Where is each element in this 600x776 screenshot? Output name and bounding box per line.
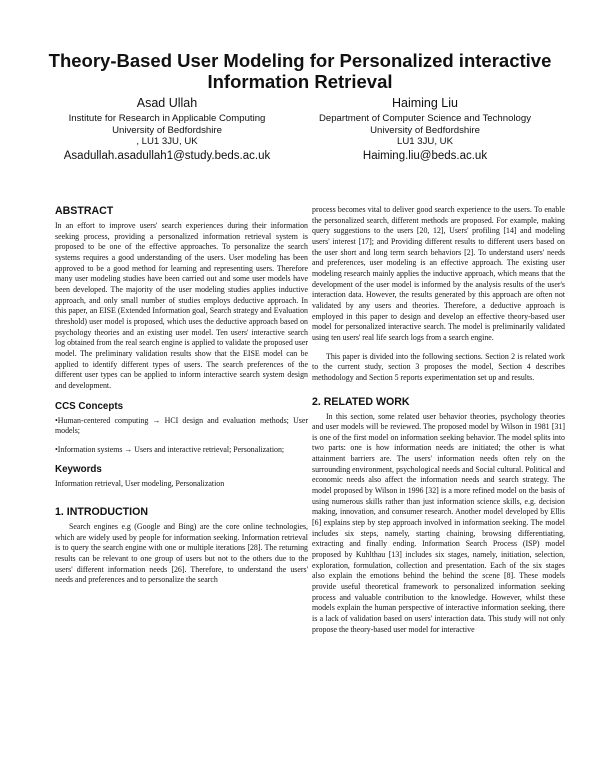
author-affiliation-line: Institute for Research in Applicable Computing [68, 113, 266, 124]
author-name: Asad Ullah [136, 96, 198, 110]
abstract-text: In an effort to improve users' search experiences during their information seeking process, providing a personalized information retrieval system is proposed to be one of the effective approaches. To personalize the search systems requires a good understanding of the users. User modeling has been approved to be a good method for learning and representing users. Therefore many user modeling studies have been carried out and some user models have been developed. The majority of the user modeling studies applies inductive approach, and only small number of studies employs deductive approach. In this paper, an EISE (Extended Information goal, Search strategy and Evaluation threshold) user model is proposed, which uses the deductive approach based on psychology theories and an existing user model. Ten users' interactive search log obtained from the real search engine is applied to validate the proposed user model. The preliminary validation results show that the EISE model can be applied to identify different types of users. The search preferences of the different user types can be applied to inform interactive search system design and development. [55, 221, 308, 390]
introduction-heading: 1. INTRODUCTION [55, 506, 148, 519]
author-block-1 [42, 96, 292, 164]
related-work-text: In this section, some related user behavior theories, psychology theories and user models will be reviewed. The proposed model by Wilson in 1981 [31] is one of the first model on information seeking behavior. The model splits into two parts: one is how information needs are initiated; the other is what attainment barriers are. The users' information needs often rely on the surrounding environment, psychological needs and Social cultural. Political and economic needs also affect the information needs and search strategy. The model proposed by Wilson in 1996 [32] is a more refined model on the basis of using numerous skills rather than just information science skills, e.g. decision making, innovation, and consumer research. Another model developed by Ellis [6] explains step by step approach involved in information seeking. The model includes six steps, namely, starting chaining, browsing differentiating, extracting and finally ending. Information Search Process (ISP) model proposed by Kuhlthau [13] includes six stages, namely, initiation, selection, exploration, formulation, collection and presentation. Each of the six stages also explain the emotions behind the behind the scene [8]. These models provide useful theoretical framework to personalized information seeking process and valuable contribution to the knowledge. However, whilst these models explain the human perspective of interactive information seeking, there is a lack of validation based on users' interaction data. This study will not only propose the theory-based user model for interactive [312, 411, 565, 634]
author-block-2 [300, 96, 550, 164]
author-affiliation-line: University of Bedfordshire [112, 124, 222, 136]
paper-title: Theory-Based User Modeling for Personalized interactive Information Retrieval [48, 50, 552, 92]
abstract-heading: ABSTRACT [55, 205, 114, 217]
introduction-text: Search engines e.g (Google and Bing) are the core online technologies, which are widely used by people for information seeking. Information retrieval is to query the search engine with one or multiple iterations [28]. The returning results can be relevant to one group of users but not to the others due to the users' different information needs [26]. Therefore, to understand the users' needs and preferences and to personalize the search [55, 522, 308, 585]
ccs-item: •Information systems → Users and interactive retrieval; Personalization; [55, 444, 285, 454]
author-name: Haiming Liu [391, 96, 458, 110]
ccs-heading: CCS Concepts [55, 400, 124, 412]
left-column [55, 205, 308, 586]
related-work-heading: 2. RELATED WORK [312, 395, 410, 408]
author-email: Haiming.liu@beds.ac.uk [362, 149, 488, 162]
author-email: Asadullah.asadullah1@study.beds.ac.uk [63, 149, 271, 162]
paper-outline-text: This paper is divided into the following sections. Section 2 is related work to the current study, section 3 proposes the model, Section 4 describes methodology and Section 5 reports experimentation set up and results. [312, 351, 565, 382]
author-affiliation-line: University of Bedfordshire [370, 124, 480, 136]
author-affiliation-line: LU1 3JU, UK [397, 136, 453, 147]
author-affiliation-line: Department of Computer Science and Technology [318, 113, 532, 124]
keywords-heading: Keywords [55, 464, 102, 476]
right-column [312, 205, 565, 635]
introduction-continued-text: process becomes vital to deliver good search experience to the users. To enable the personalized search, different methods are proposed. For example, making query suggestions to the users [20, 12], Users' profiling [14] and modeling users' interest [17]; and Providing different results to different users based on the user short and long term search behaviors [2]. To understand users' needs and preferences, user modeling is an effective approach. The existing user modeling research mainly applies the inductive approach, which means that the development of the user model is informed by the analysis results of the user's interaction data. However, the results generated by this approach are often not validated by any users and theories. Therefore, a deductive approach is employed in this paper to design and develop an effective theory-based user model for personalized interactive search. The model is preliminarily validated using ten users' real life search logs from a search engine. [312, 205, 565, 342]
keywords-text: Information retrieval, User modeling, Personalization [55, 479, 225, 489]
author-affiliation-line: , LU1 3JU, UK [136, 136, 198, 147]
ccs-item: •Human-centered computing → HCI design and evaluation methods; User models; [55, 415, 308, 436]
